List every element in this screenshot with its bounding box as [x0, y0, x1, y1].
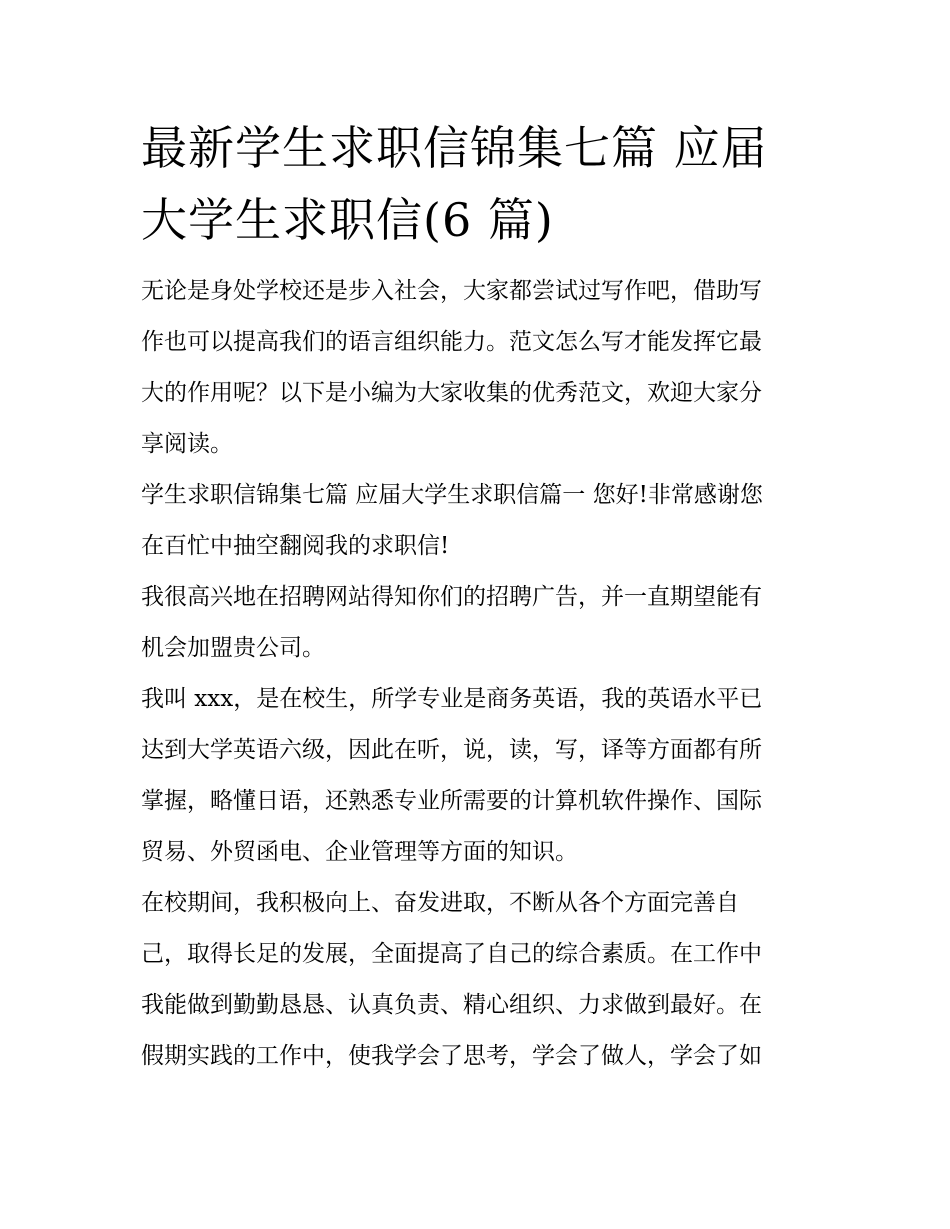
text-line: 我很高兴地在招聘网站得知你们的招聘广告，并一直期望能有: [141, 584, 762, 610]
document-body: [141, 112, 813, 1082]
text-line: 在校期间，我积极向上、奋发进取，不断从各个方面完善自: [141, 890, 739, 916]
text-line: 掌握，略懂日语，还熟悉专业所需要的计算机软件操作、国际: [141, 788, 762, 814]
text-line: 贸易、外贸函电、企业管理等方面的知识。: [141, 839, 578, 865]
text-line: 己，取得长足的发展，全面提高了自己的综合素质。在工作中: [141, 941, 762, 967]
text-line: 享阅读。: [141, 431, 233, 457]
text-line: 机会加盟贵公司。: [141, 635, 325, 661]
text-line: 大的作用呢？以下是小编为大家收集的优秀范文，欢迎大家分: [141, 380, 762, 406]
text-line: 在百忙中抽空翻阅我的求职信!: [141, 533, 450, 559]
title-line: 大学生求职信(6 篇): [141, 193, 554, 247]
text-line: 假期实践的工作中，使我学会了思考，学会了做人，学会了如: [141, 1043, 762, 1069]
text-line: 我能做到勤勤恳恳、认真负责、精心组织、力求做到最好。在: [141, 992, 762, 1018]
text-line: 达到大学英语六级，因此在听，说，读，写，译等方面都有所: [141, 737, 762, 763]
greeting-paragraph: [141, 470, 813, 572]
text-line: 作也可以提高我们的语言组织能力。范文怎么写才能发挥它最: [141, 329, 762, 355]
body-paragraph: [141, 572, 813, 674]
body-paragraph: [141, 674, 813, 878]
title-line: 最新学生求职信锦集七篇 应届: [141, 121, 768, 175]
page-title: [141, 112, 813, 256]
intro-paragraph: [141, 266, 813, 470]
text-line: 无论是身处学校还是步入社会，大家都尝试过写作吧，借助写: [141, 278, 762, 304]
text-line: 我叫 xxx，是在校生，所学专业是商务英语，我的英语水平已: [141, 686, 763, 712]
text-line: 学生求职信锦集七篇 应届大学生求职信篇一 您好!非常感谢您: [141, 482, 763, 508]
body-paragraph: [141, 878, 813, 1082]
